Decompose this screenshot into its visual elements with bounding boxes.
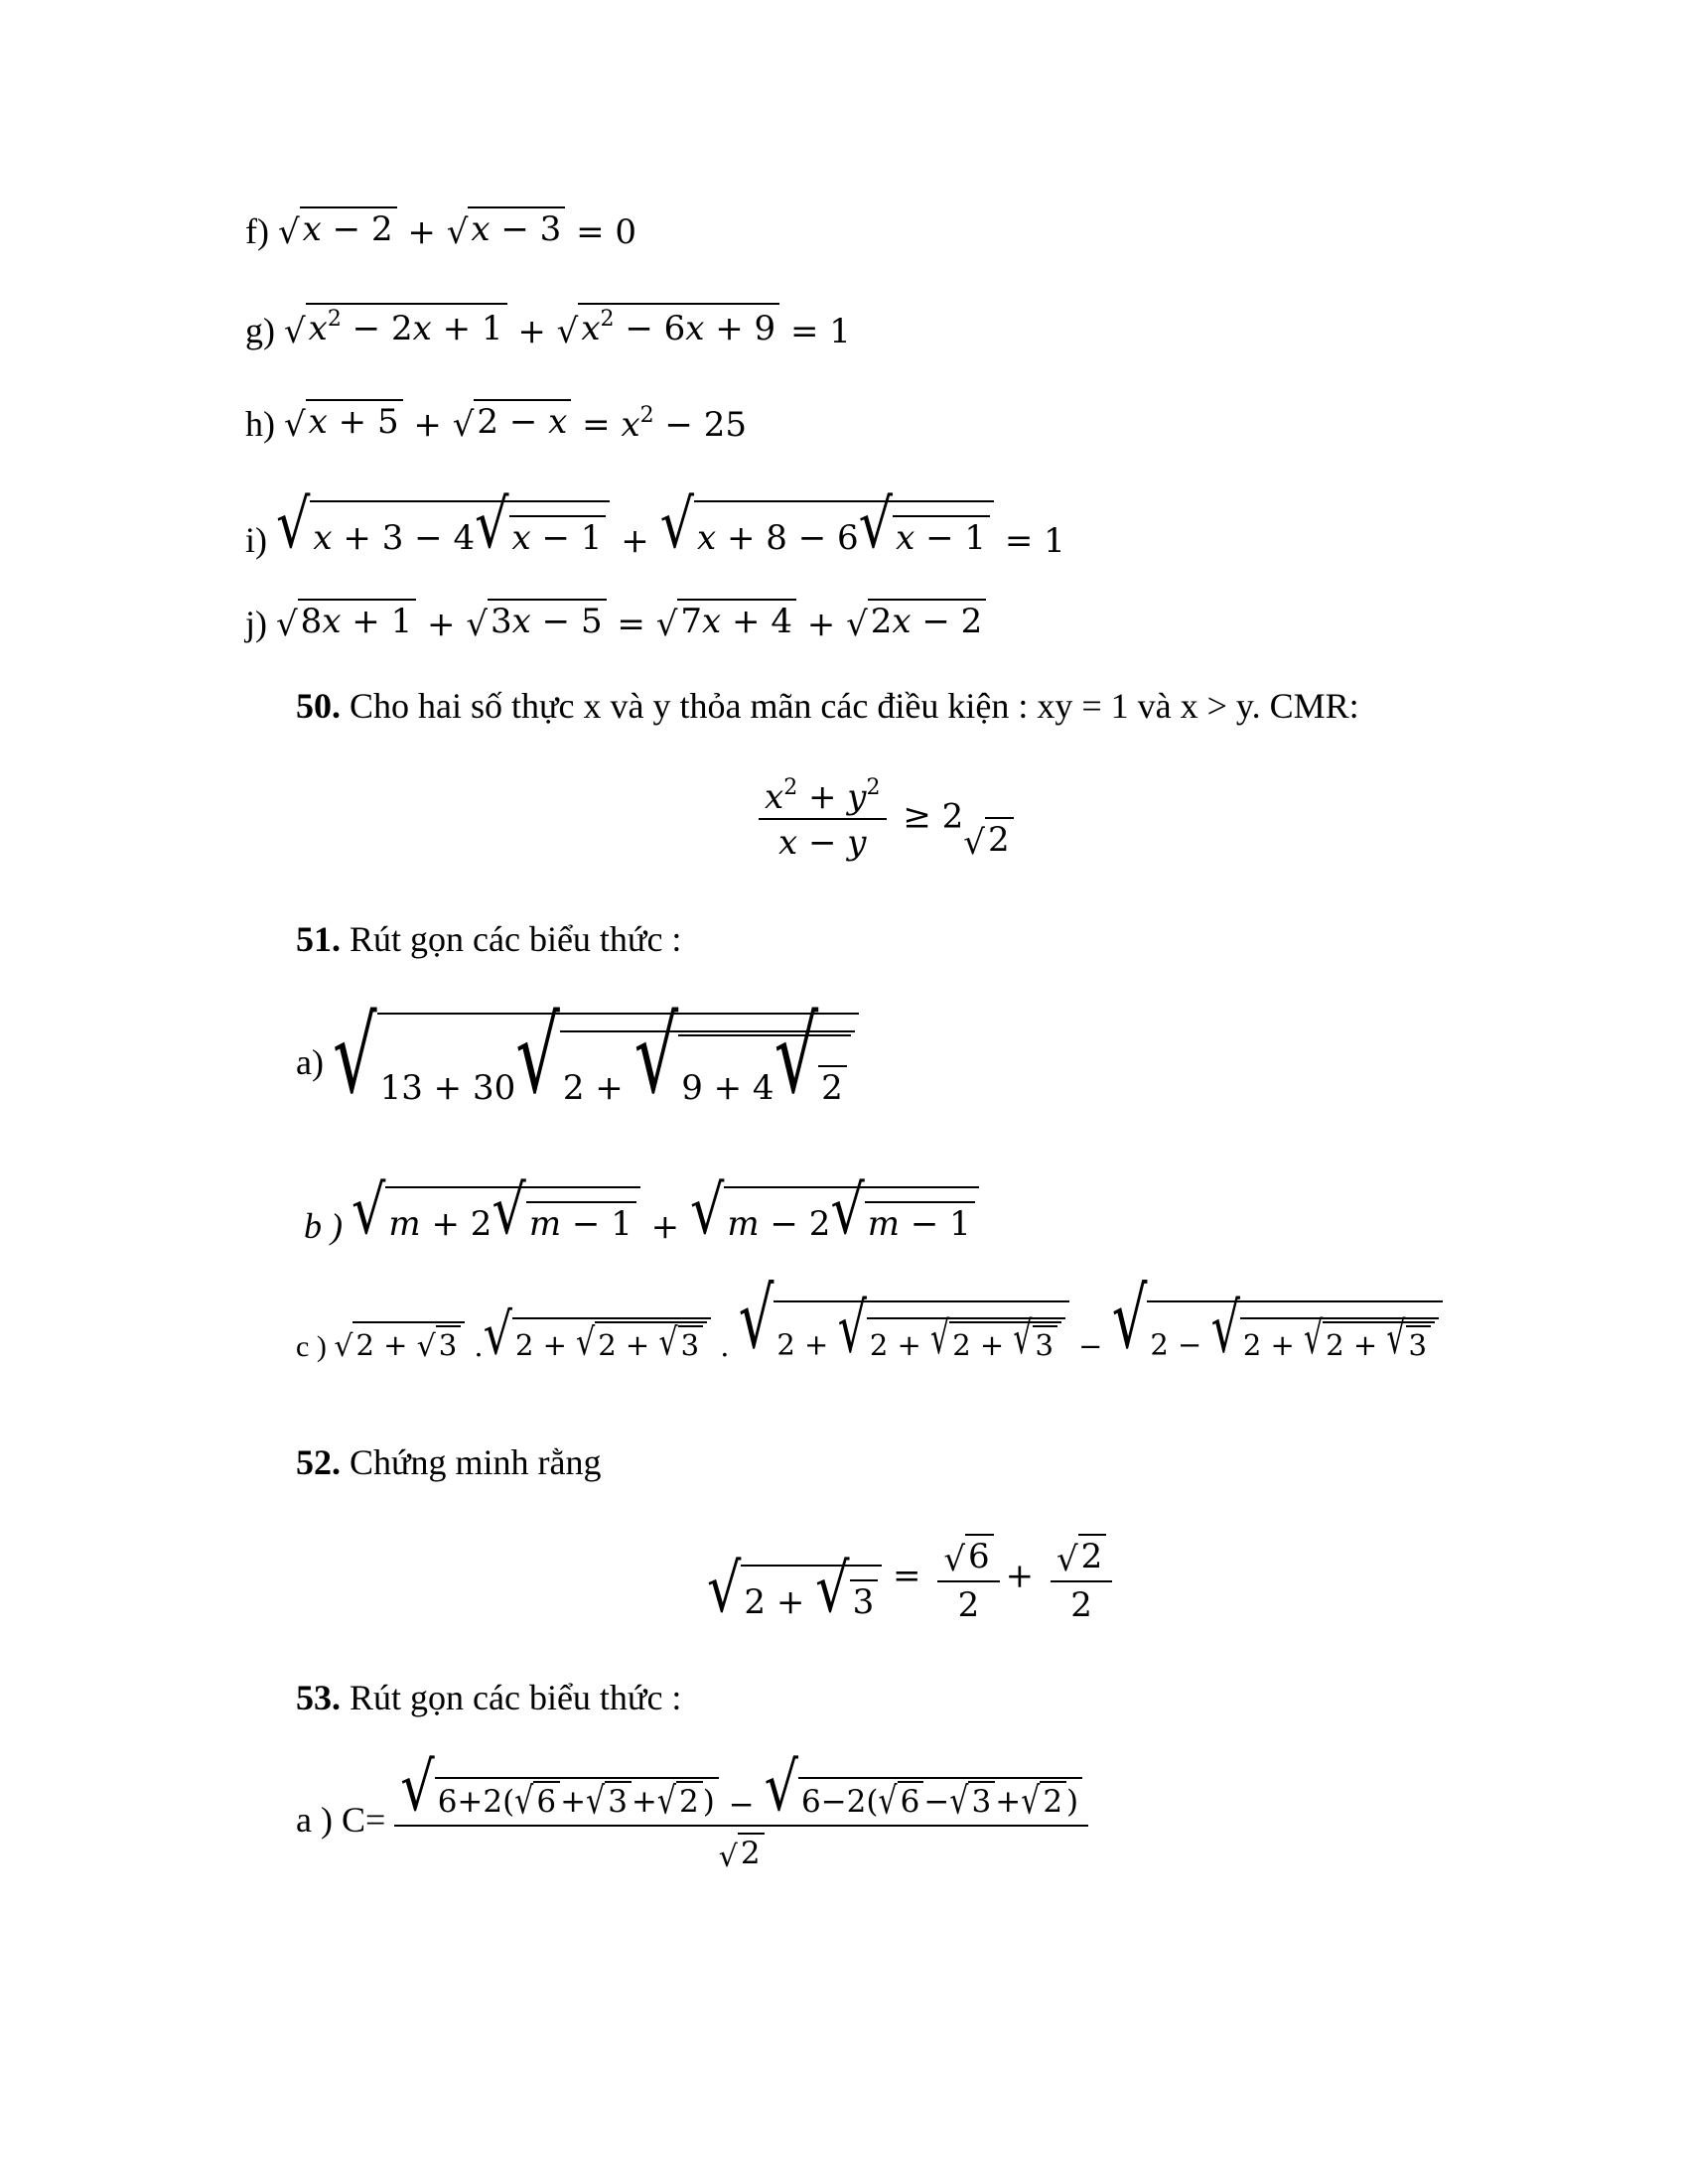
sqrt-x2-2x-1: √ $x^2 - 2x + 1$ [284, 303, 507, 348]
sqrt-x-minus-3: √ x − 3 [447, 206, 566, 249]
sqrt-7x-plus-4: √ 7x + 4 [656, 599, 796, 641]
sqrt-2-plus-sqrt3-lhs: √ 2 + √ 3 [707, 1565, 882, 1622]
equation-g: g) √ $x^2 - 2x + 1$ + √ $x^2 - 6x + 9$ = 1 [245, 303, 851, 348]
problem-51-text: Rút gọn các biểu thức : [350, 919, 682, 959]
item-label-j: j) [245, 604, 267, 644]
problem-53-number: 53. [296, 1678, 341, 1717]
item-label-h: h) [245, 404, 275, 445]
sqrt-2-plus-sqrt-2-plus-sqrt3: √ 2 + √ 2 + √ 3 [484, 1316, 711, 1362]
problem-52-statement [296, 1444, 602, 1480]
expression-51c: c ) √ 2 + √ 3 . √ 2 + √ 2 + √ 3 . √ 2 + √ 2 + √ 2 + √ 3 − √ 2 − √ 2 + √ 2 + √ 3 [296, 1300, 1443, 1362]
sqrt-6-minus-2-sum: √ 6−2( √ 6 − √ 3 + √ 2 ) [765, 1767, 1083, 1821]
sqrt-2-plus-sqrt3: √ 2 + √ 3 [334, 1321, 465, 1362]
equation-j: j) √ 8x + 1 + √ 3x − 5 = √ 7x + 4 + √ 2x − 2 [245, 599, 986, 641]
sqrt-x-minus-2: √ x − 2 [278, 206, 397, 249]
sqrt-2-minus-x: √ 2 − x [453, 399, 572, 442]
fraction-sqrt2-over-2: √ 2 2 [1051, 1534, 1112, 1622]
problem-50-text: Cho hai số thực x và y thỏa mãn các điều kiện : xy = 1 và x > y. CMR: [350, 686, 1359, 726]
sqrt-three-level-plus: √ 2 + √ 2 + √ 2 + √ 3 [739, 1300, 1069, 1362]
inequality-50: $\frac{x^2 + y^2}{x - y}$ ≥ 2 √ 2 [753, 777, 1014, 860]
problem-50-number: 50. [296, 686, 341, 726]
problem-52-text: Chứng minh rằng [350, 1442, 602, 1482]
equation-i: i) √ x + 3 − 4 √ x − 1 + √ x + 8 − 6 √ x − 1 = 1 [245, 484, 1065, 563]
sqrt-three-level-minus: √ 2 − √ 2 + √ 2 + √ 3 [1112, 1300, 1443, 1362]
problem-50-statement [296, 688, 1359, 724]
sqrt-2x-minus-2: √ 2x − 2 [846, 599, 986, 641]
fraction-53a: √ 6+2( √ 6 + √ 3 + √ 2 ) − √ 6−2( √ 6 − √ 3 + √ 2 ) √ 2 [394, 1767, 1088, 1872]
sqrt-6-plus-2-sum: √ 6+2( √ 6 + √ 3 + √ 2 ) [400, 1767, 719, 1821]
sqrt-m-plus-2sqrt: √ m + 2 √ m − 1 [352, 1186, 640, 1244]
item-label-f: f) [245, 211, 269, 252]
expression-53a [296, 1747, 1094, 1874]
problem-51b-label: b ) [304, 1206, 343, 1246]
item-label-g: g) [245, 311, 275, 351]
sqrt-m-minus-2sqrt: √ m − 2 √ m − 1 [690, 1186, 979, 1244]
problem-52-number: 52. [296, 1442, 341, 1482]
fraction-x2y2-over-x-minus-y: $\frac{x^2 + y^2}{x - y}$ [759, 777, 887, 860]
expression-51b: b ) √ m + 2 √ m − 1 + √ m − 2 √ m − 1 [304, 1186, 979, 1244]
sqrt-x-plus-3-minus-4sqrt: √ x + 3 − 4 √ x − 1 [276, 500, 610, 558]
problem-51a-label: a) [296, 1042, 324, 1082]
expression-51a [296, 995, 859, 1117]
item-label-i: i) [245, 520, 267, 560]
equation-h: h) √ x + 5 + √ 2 − x = $x^2 - 25$ [245, 399, 747, 442]
sqrt-x-plus-5: √ x + 5 [284, 399, 403, 442]
equation-f: f) √ x − 2 + √ x − 3 = 0 [245, 206, 636, 249]
sqrt-x2-6x-9: √ $x^2 - 6x + 9$ [557, 303, 780, 348]
problem-51-statement [296, 921, 681, 957]
sqrt-x-plus-8-minus-6sqrt: √ x + 8 − 6 √ x − 1 [660, 500, 994, 558]
problem-53-text: Rút gọn các biểu thức : [350, 1678, 682, 1717]
problem-51-number: 51. [296, 919, 341, 959]
nested-radical-51a: √ 13 + 30 √ 2 + √ 9 + 4 √ 2 [333, 1013, 859, 1108]
sqrt-8x-plus-1: √ 8x + 1 [276, 599, 416, 641]
sqrt-3x-minus-5: √ 3x − 5 [466, 599, 606, 641]
identity-52: √ 2 + √ 3 = √ 6 2 + √ 2 2 [707, 1534, 1118, 1622]
problem-51c-label: c ) [296, 1330, 327, 1363]
problem-53a-label: a ) C= [296, 1799, 386, 1840]
fraction-sqrt6-over-2: √ 6 2 [937, 1534, 999, 1622]
problem-53-statement [296, 1680, 681, 1715]
